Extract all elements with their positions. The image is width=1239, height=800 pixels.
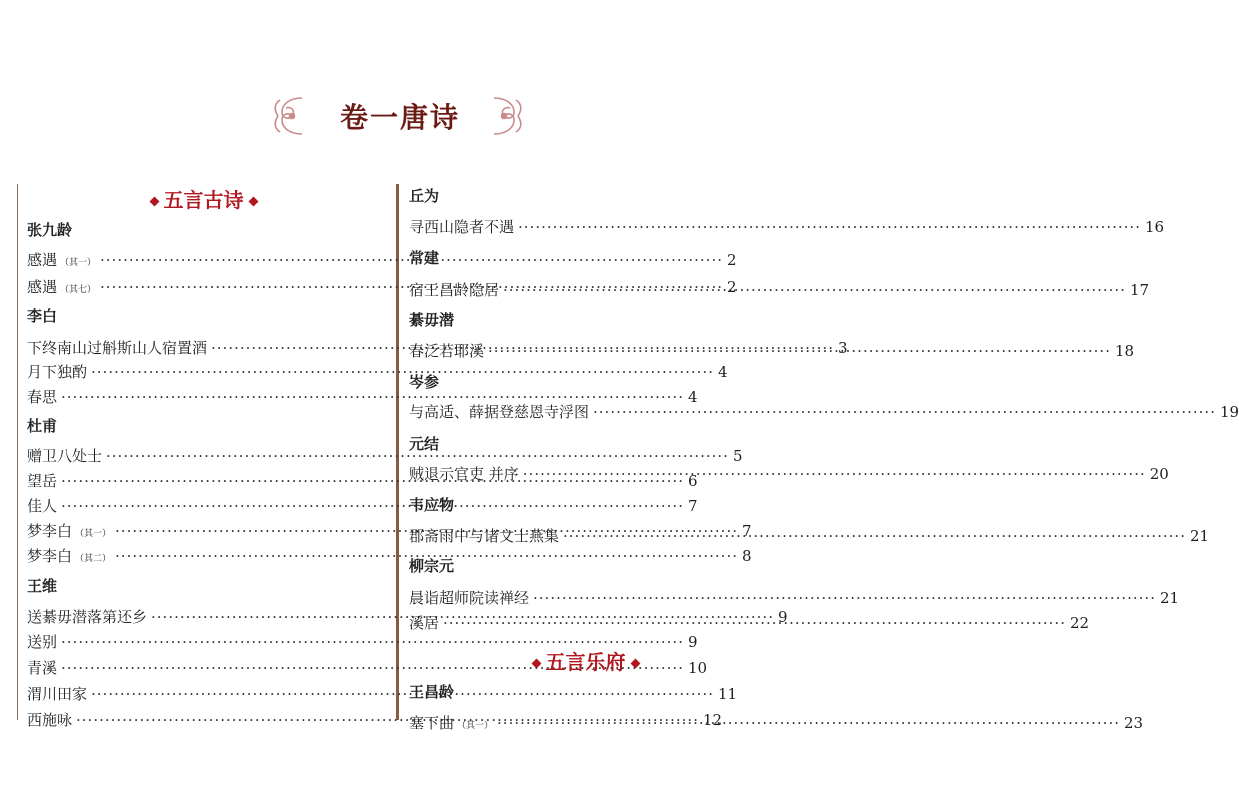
poem-title: 送綦毋潜落第还乡 — [27, 608, 148, 626]
author-name: 杜甫 — [27, 417, 58, 435]
ornamental-scroll-icon — [268, 92, 308, 140]
poem-title: 塞下曲 — [409, 714, 455, 732]
page-number: 5 — [732, 447, 743, 465]
author-name: 李白 — [27, 307, 58, 325]
toc-entry[interactable] — [409, 215, 1165, 239]
dot-leader — [503, 278, 1126, 302]
toc-entry[interactable] — [409, 462, 1169, 486]
page-number: 7 — [741, 522, 752, 540]
poem-note: （其一） — [75, 529, 112, 539]
toc-entry[interactable] — [27, 630, 698, 654]
page-number: 4 — [687, 388, 698, 406]
toc-entry[interactable] — [409, 278, 1150, 302]
section-heading: 五言乐府 — [409, 647, 762, 677]
dot-leader — [533, 586, 1156, 610]
poem-title: 西施咏 — [27, 711, 73, 729]
poem-title: 感遇 — [27, 251, 58, 269]
page-number: 2 — [726, 251, 737, 269]
dot-leader — [593, 400, 1216, 424]
poem-title: 寻西山隐者不遇 — [409, 218, 515, 236]
toc-entry[interactable] — [409, 586, 1180, 610]
poem-title: 月下独酌 — [27, 363, 88, 381]
poem-title: 梦李白 — [27, 547, 73, 565]
page-number: 9 — [687, 633, 698, 651]
page-number: 2 — [726, 278, 737, 296]
page-number: 7 — [687, 497, 698, 515]
page-number: 6 — [687, 472, 698, 490]
poem-title: 梦李白 — [27, 522, 73, 540]
poem-title: 渭川田家 — [27, 685, 88, 703]
poem-note: （其二） — [75, 554, 112, 564]
page-number: 17 — [1129, 281, 1150, 299]
page-number: 21 — [1189, 527, 1210, 545]
author-name: 韦应物 — [409, 496, 455, 514]
ornamental-scroll-icon — [488, 92, 528, 140]
toc-entry[interactable] — [409, 524, 1210, 548]
page-number: 9 — [777, 608, 788, 626]
dot-leader — [488, 339, 1111, 363]
author-name: 张九龄 — [27, 221, 73, 239]
poem-title: 宿王昌龄隐居 — [409, 281, 500, 299]
page-number: 4 — [717, 363, 728, 381]
dot-leader — [523, 462, 1146, 486]
author-name: 綦毋潜 — [409, 311, 455, 329]
dot-leader — [443, 611, 1066, 635]
page-number: 18 — [1114, 342, 1135, 360]
toc-body — [0, 184, 1239, 732]
page-number: 23 — [1123, 714, 1144, 732]
poem-note: （其一） — [457, 721, 494, 731]
poem-title: 感遇 — [27, 278, 58, 296]
page-number: 22 — [1069, 614, 1090, 632]
section-heading: 五言古诗 — [27, 185, 380, 215]
toc-entry[interactable] — [409, 711, 1144, 735]
author-name: 柳宗元 — [409, 557, 455, 575]
author-name: 元结 — [409, 435, 440, 453]
page-number: 11 — [717, 685, 738, 703]
poem-title: 郡斋雨中与诸文士燕集 — [409, 527, 560, 545]
poem-title: 春泛若耶溪 — [409, 342, 485, 360]
diamond-icon — [149, 197, 159, 207]
page-number: 16 — [1144, 218, 1165, 236]
page-number: 19 — [1219, 403, 1239, 421]
poem-title: 下终南山过斛斯山人宿置酒 — [27, 339, 208, 357]
chapter-heading — [0, 92, 800, 142]
poem-title: 赠卫八处士 — [27, 447, 103, 465]
page-number: 3 — [837, 339, 848, 357]
toc-entry[interactable] — [27, 385, 698, 409]
page-border — [17, 184, 18, 720]
poem-title: 与高适、薛据登慈恩寺浮图 — [409, 403, 590, 421]
page-number: 8 — [741, 547, 752, 565]
page-number: 20 — [1149, 465, 1169, 483]
author-name: 岑参 — [409, 373, 440, 391]
poem-title: 晨诣超师院读禅经 — [409, 589, 530, 607]
author-name: 王昌龄 — [409, 683, 455, 701]
poem-title: 春思 — [27, 388, 58, 406]
poem-note: （其七） — [60, 285, 97, 295]
poem-note: （其一） — [60, 258, 97, 268]
author-name: 丘为 — [409, 187, 440, 205]
poem-title: 溪居 — [409, 614, 440, 632]
dot-leader — [563, 524, 1186, 548]
author-name: 常建 — [409, 249, 440, 267]
diamond-icon — [531, 659, 541, 669]
page-number: 21 — [1159, 589, 1180, 607]
dot-leader — [518, 215, 1141, 239]
toc-entry[interactable] — [409, 611, 1090, 635]
poem-title: 佳人 — [27, 497, 58, 515]
poem-title: 送别 — [27, 633, 58, 651]
poem-title: 青溪 — [27, 659, 58, 677]
dot-leader — [497, 711, 1120, 735]
poem-title: 望岳 — [27, 472, 58, 490]
diamond-icon — [248, 197, 258, 207]
chapter-title: 卷一唐诗 — [339, 101, 460, 134]
poem-title: 贼退示官吏 并序 — [409, 465, 519, 483]
page-number: 12 — [702, 711, 723, 729]
toc-entry[interactable] — [409, 400, 1239, 424]
page-number: 10 — [687, 659, 708, 677]
diamond-icon — [630, 659, 640, 669]
author-name: 王维 — [27, 577, 58, 595]
toc-entry[interactable] — [409, 339, 1135, 363]
